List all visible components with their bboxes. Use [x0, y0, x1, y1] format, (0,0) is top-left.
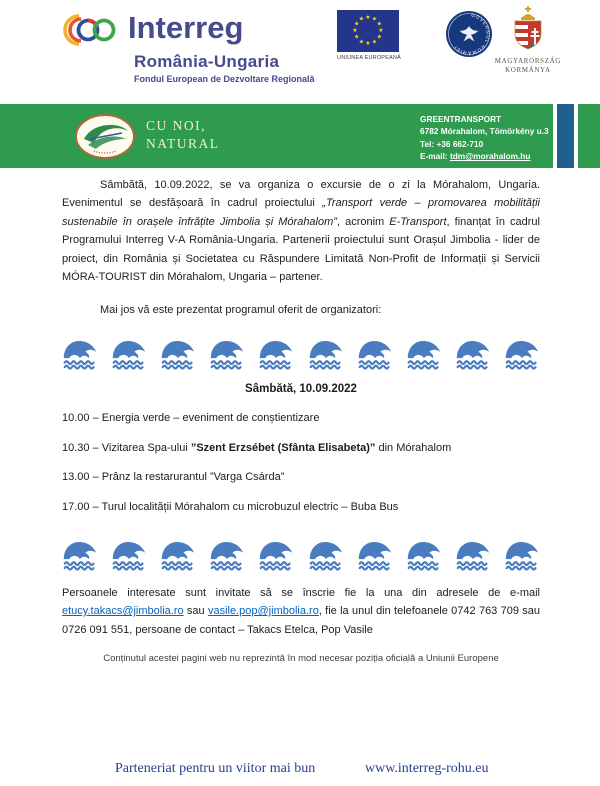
- wave-icon: [406, 338, 442, 371]
- wave-icon: [258, 539, 294, 572]
- wave-icon: [160, 338, 196, 371]
- program-list: [62, 412, 540, 514]
- accent-strip-green: [578, 104, 600, 168]
- wave-icon: [160, 539, 196, 572]
- wave-icon: [111, 338, 147, 371]
- wave-icon: [406, 539, 442, 572]
- banner-title-line1: CU NOI,: [146, 118, 206, 133]
- banner-email-link[interactable]: tdm@morahalom.hu: [449, 150, 531, 161]
- greentransport-oval-logo-icon: [74, 113, 136, 165]
- contact-paragraph: [62, 584, 540, 639]
- lead-in-paragraph: Mai jos vă este prezentat programul oferit de organizatori:: [100, 304, 382, 317]
- wave-icon: [504, 539, 540, 572]
- wave-icon: [308, 539, 344, 572]
- romanian-government-emblem-icon: [446, 11, 492, 62]
- wave-icon: [357, 539, 393, 572]
- interreg-logo: [62, 8, 337, 94]
- hu-caption-line2: KORMÁNYA: [505, 66, 551, 74]
- intro-paragraph: [62, 176, 540, 286]
- interreg-infinity-icon: [62, 8, 124, 57]
- footer-url-link[interactable]: www.interreg-rohu.eu: [365, 761, 489, 776]
- eu-flag-block: [337, 10, 401, 61]
- eu-disclaimer: Conținutul acestei pagini web nu reprezintă în mod necesar poziția oficială a Uniunii Europene: [103, 653, 499, 664]
- banner-telephone: Tel: +36 662-710: [420, 138, 484, 149]
- wave-icon: [455, 539, 491, 572]
- wave-icon: [258, 338, 294, 371]
- wave-icon: [455, 338, 491, 371]
- email-link-pop[interactable]: vasile.pop@jimbolia.ro: [207, 605, 319, 618]
- footer-slogan: Parteneriat pentru un viitor mai bun: [115, 761, 316, 776]
- wave-icon: [209, 539, 245, 572]
- intro-part3: , finanțat în cadrul Programului Interreg V-A România-Ungaria. Partenerii proiectului sunt Orașul Jimbolia - lider de proiect, din România și Societatea cu Răspundere Limitată Non-Profit de Informații și Servicii MÓRA-TOURIST din Mórahalom, Ungaria – partener.: [62, 215, 540, 284]
- banner-title-line2: NATURAL: [146, 135, 220, 151]
- project-acronym-italic: E-Transport: [389, 215, 447, 228]
- intro-part2: , acronim: [336, 215, 390, 228]
- hungarian-government-block: [492, 5, 564, 75]
- ro-gov-circular-text: GUVERNUL ROMÂNIEI: [452, 12, 491, 56]
- interreg-wordmark: Interreg: [128, 10, 244, 45]
- wave-icon: [308, 338, 344, 371]
- interreg-program-name: România-Ungaria: [134, 52, 280, 71]
- banner-email-line: [420, 150, 550, 162]
- banner-org-name: GREENTRANSPORT: [420, 114, 502, 124]
- program-item: 10.00 – Energia verde – eveniment de conștientizare: [62, 412, 320, 425]
- wave-icon: [62, 338, 98, 371]
- banner-email-label: E-mail:: [420, 150, 450, 161]
- contact-part2: sau: [183, 605, 208, 618]
- eu-caption: UNIUNEA EUROPEANĂ: [337, 55, 401, 61]
- contact-part3: , fie la unul din telefoanele 0742 763 709 sau 0726 091 551, persoane de contact – Takacs Etelca, Pop Vasile: [62, 605, 541, 636]
- program-item: 13.00 – Prânz la restarurantul ”Varga Csárda”: [62, 471, 285, 484]
- wave-row: [62, 538, 540, 574]
- eu-flag-icon: ★ ★ ★ ★ ★ ★ ★ ★ ★ ★ ★ ★: [337, 10, 399, 52]
- intro-part1: Sâmbătă, 10.09.2022, se va organiza o excursie de o zi la Mórahalom, Ungaria. Evenimentul se desfășoară în cadrul proiectului: [62, 179, 540, 210]
- wave-icon: [504, 338, 540, 371]
- green-banner: [0, 104, 553, 168]
- email-link-takacs[interactable]: etucy.takacs@jimbolia.ro: [62, 605, 184, 618]
- wave-icon: [62, 539, 98, 572]
- hungarian-coat-of-arms-icon: [513, 38, 543, 55]
- banner-address: 6782 Mórahalom, Tömörkény u.3: [420, 126, 549, 137]
- cu-noi-natural-title: [146, 117, 220, 152]
- date-heading: Sâmbătă, 10.09.2022: [245, 382, 357, 395]
- accent-strip-blue: [557, 104, 574, 168]
- wave-icon: [111, 539, 147, 572]
- wave-row: [62, 337, 540, 373]
- interreg-fund-line: Fondul European de Dezvoltare Regională: [134, 74, 315, 84]
- document-body: [62, 176, 540, 639]
- contact-part1: Persoanele interesate sunt invitate să se înscrie fie la una din adresele de e-mail: [62, 586, 540, 599]
- wave-icon: [209, 338, 245, 371]
- program-item: 17.00 – Turul localității Mórahalom cu microbuzul electric – Buba Bus: [62, 500, 399, 513]
- project-title-italic: „Transport verde – promovarea mobilității sustenabile în orașele înfrățite Jimbolia și Mórahalom”: [62, 197, 540, 228]
- program-item: 10.30 – Vizitarea Spa-ului ”Szent Erzsébet (Sfânta Elisabeta)” din Mórahalom: [62, 441, 452, 454]
- wave-icon: [357, 338, 393, 371]
- hu-caption-line1: MAGYARORSZÁG: [494, 58, 562, 65]
- banner-contact-block: [420, 113, 550, 162]
